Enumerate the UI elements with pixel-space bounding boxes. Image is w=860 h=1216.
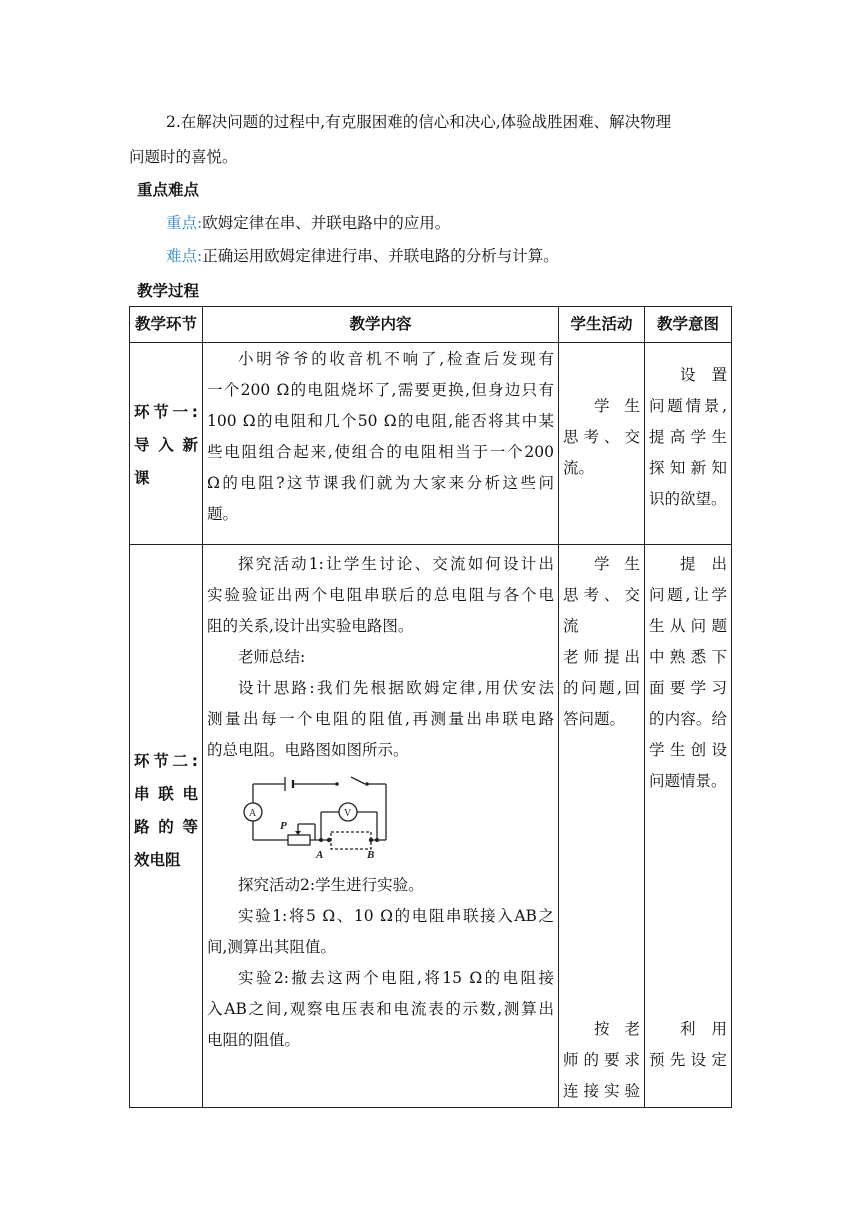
header-activity: 学生活动 xyxy=(559,307,645,343)
key-points-heading: 重点难点 xyxy=(137,181,200,199)
activity-line: 师的要求 xyxy=(563,1051,640,1069)
content-cell xyxy=(203,545,559,1108)
stage-line: 导入新 xyxy=(134,436,198,454)
intent-line: 利用 xyxy=(680,1020,727,1038)
header-stage: 教学环节 xyxy=(130,307,203,343)
goal-2-line-1: 2.在解决问题的过程中,有克服困难的信心和决心,体验战胜困难、解决物理 xyxy=(166,113,672,131)
terminal-b xyxy=(369,838,373,842)
intent-line: 学生创设 xyxy=(649,741,727,759)
point-a-label: A xyxy=(316,849,324,861)
activity-line: 流。 xyxy=(563,459,595,477)
intent-line: 生从问题 xyxy=(649,617,727,635)
content-line: 些电阻组合起来,使组合的电阻相当于一个200 xyxy=(207,443,554,461)
stage-line: 效电阻 xyxy=(134,851,181,869)
terminal-a xyxy=(327,838,331,842)
content-line: 的总电阻。电路图如图所示。 xyxy=(207,741,409,759)
content-line: 一个200 Ω的电阻烧坏了,需要更换,但身边只有 xyxy=(207,381,554,399)
content-line: 电阻的阻值。 xyxy=(207,1031,301,1049)
content-line: 探究活动2:学生进行实验。 xyxy=(238,876,424,894)
content-line: 设计思路:我们先根据欧姆定律,用伏安法 xyxy=(238,679,554,697)
stage-line: 路的等 xyxy=(134,818,198,836)
activity-line: 答问题。 xyxy=(563,710,626,728)
stage-line: 串联电 xyxy=(134,785,198,803)
content-line: 实验验证出两个电阻串联后的总电阻与各个电 xyxy=(207,586,554,604)
table-row xyxy=(130,343,732,545)
intent-line: 的内容。给 xyxy=(649,710,727,728)
content-line: 实验1:将5 Ω、10 Ω的电阻串联接入AB之 xyxy=(238,907,554,925)
difficulty-text: 正确运用欧姆定律进行串、并联电路的分析与计算。 xyxy=(202,247,559,265)
content-line: 小明爷爷的收音机不响了,检查后发现有 xyxy=(238,350,554,368)
stage-line: 环节二: xyxy=(134,752,198,770)
circuit-diagram xyxy=(243,774,393,866)
activity-line: 学生 xyxy=(594,555,640,573)
intent-line: 面要学习 xyxy=(649,679,727,697)
intent-line: 识的欲望。 xyxy=(649,490,727,508)
content-line: 探究活动1:让学生讨论、交流如何设计出 xyxy=(238,555,554,573)
content-line: 实验2:撤去这两个电阻,将15 Ω的电阻接 xyxy=(238,969,554,987)
stage-line: 课 xyxy=(134,469,150,487)
activity-line: 思考、交 xyxy=(563,428,640,446)
content-line: 阻的关系,设计出实验电路图。 xyxy=(207,617,414,635)
point-b-label: B xyxy=(367,849,375,861)
stage-cell xyxy=(130,343,203,545)
stage-line: 环节一: xyxy=(134,403,198,421)
voltmeter-label: V xyxy=(344,808,352,819)
process-heading: 教学过程 xyxy=(137,282,200,300)
intent-line: 中熟悉下 xyxy=(649,648,727,666)
activity-line: 思考、交流 xyxy=(563,586,640,635)
intent-line: 提高学生 xyxy=(649,428,727,446)
difficulty-line xyxy=(166,245,559,267)
key-point-label: 重点: xyxy=(166,214,203,232)
activity-cell xyxy=(559,545,645,1108)
content-cell xyxy=(203,343,559,545)
activity-line: 学生 xyxy=(594,397,640,415)
unknown-resistor-box xyxy=(331,832,371,849)
content-line: 间,测算出其阻值。 xyxy=(207,938,336,956)
activity-line: 按老 xyxy=(594,1020,640,1038)
header-intent: 教学意图 xyxy=(645,307,732,343)
content-line: 题。 xyxy=(207,505,239,523)
content-line: 入AB之间,观察电压表和电流表的示数,测算出 xyxy=(207,1000,554,1018)
content-line: 测量出每一个电阻的阻值,再测量出串联电路 xyxy=(207,710,554,728)
key-point-line xyxy=(166,212,450,234)
intent-line: 问题,让学 xyxy=(649,586,727,604)
ammeter-label: A xyxy=(249,808,257,819)
goal-2-line-2: 问题时的喜悦。 xyxy=(129,148,238,166)
activity-line: 连接实验 xyxy=(563,1082,640,1100)
stage-cell xyxy=(130,545,203,1108)
activity-line: 老师提出 xyxy=(563,648,640,666)
intent-line: 问题情景, xyxy=(649,397,727,415)
content-line: 100 Ω的电阻和几个50 Ω的电阻,能否将其中某 xyxy=(207,412,554,430)
rheostat-symbol xyxy=(288,835,310,845)
intent-line: 问题情景。 xyxy=(649,772,727,790)
intent-line: 提出 xyxy=(680,555,727,573)
intent-cell xyxy=(645,545,732,1108)
content-line: Ω的电阻?这节课我们就为大家来分析这些问 xyxy=(207,474,554,492)
content-line: 老师总结: xyxy=(238,648,306,666)
intent-line: 设置 xyxy=(680,366,727,384)
table-row xyxy=(130,545,732,1108)
header-content: 教学内容 xyxy=(203,307,559,343)
switch-blade xyxy=(351,777,365,784)
activity-line: 的问题,回 xyxy=(563,679,640,697)
intent-line: 预先设定 xyxy=(649,1051,727,1069)
table-header-row xyxy=(130,307,732,343)
key-point-text: 欧姆定律在串、并联电路中的应用。 xyxy=(202,214,451,232)
difficulty-label: 难点: xyxy=(166,247,203,265)
teaching-process-table xyxy=(129,306,732,1108)
intent-line: 探知新知 xyxy=(649,459,727,477)
intent-cell xyxy=(645,343,732,545)
slider-label: P xyxy=(280,820,287,832)
activity-cell xyxy=(559,343,645,545)
